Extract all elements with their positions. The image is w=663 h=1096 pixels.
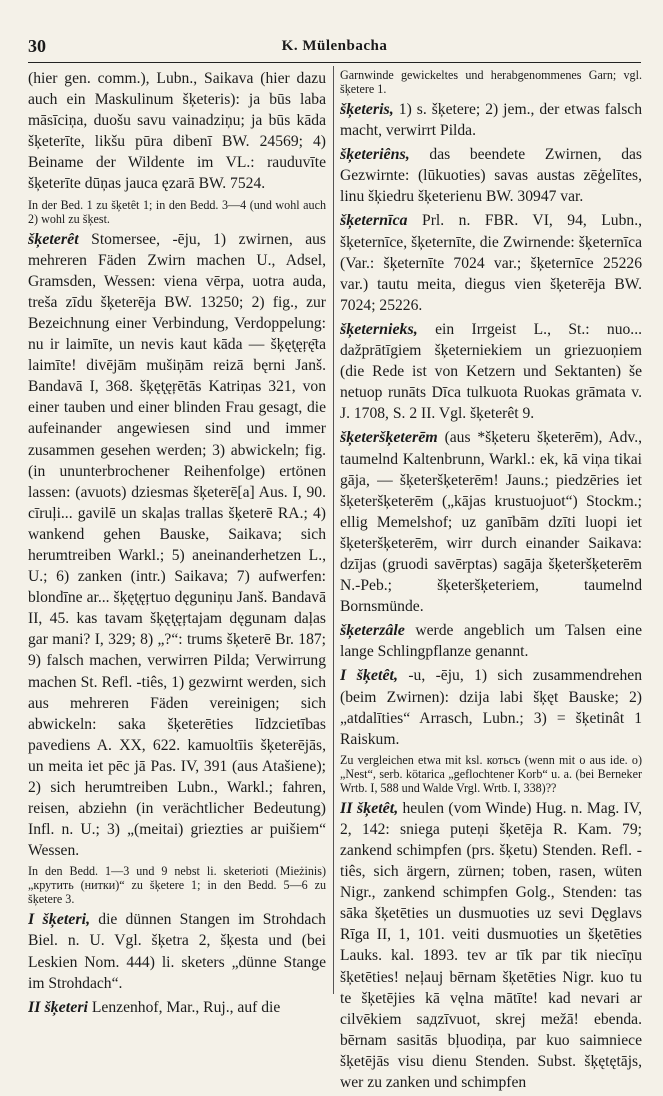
entry-text: -u, -ēju, 1) sich zusammendrehen (beim Zwirnen): dzija labi šķęt Bauske; 2) „atdalīties“ Arrasch, Lubn.; 3) = šķetinât 1 Raiskum. — [340, 667, 642, 748]
left-column — [28, 68, 326, 1021]
entry-text: 1) s. šķetere; 2) jem., der etwas falsch macht, verwirrt Pilda. — [340, 101, 642, 140]
column-divider — [333, 66, 334, 994]
entry-text: (aus *šķeteru šķeterēm), Adv., taumelnd Kaltenbrunn, Warkl.: ek, kā viņa tikai gāja, — šķeteršķeterēm! Jauns.; piedzēries iet šķeteršķeterēm („kājas krustuojuot“) Stockm.; ellig Memelshof; uz ganībām dzīti luopi iet šķeteršķeterēm, wirr durch einander Saikava: dzījas (gruodi savērptas) sagāja šķeteršķeterēm N.-Peb.; šķeteršķeteriem, taumelnd Bornsmünde. — [340, 429, 642, 616]
right-column — [340, 68, 642, 1096]
entry-headword: šķeteriêns, — [340, 146, 410, 164]
dictionary-entry — [340, 144, 642, 207]
entry-headword: šķeterzâle — [340, 622, 405, 640]
dictionary-entry — [340, 319, 642, 424]
entry-text: heulen (vom Winde) Hug. n. Mag. IV, 2, 142: sniega puteņi šķetēja R. Kam. 79; zankend schimpfen (prs. šķetu) Stenden. Refl. -tiês, sich ärgern, zürnen; toben, rasen, wüten Nigr., zankend schimpfen Golg., Stenden: tas sāka šķetēties un dusmuoties uz sevi Dęglavs Rīga II, 1, 101. veiti dusmuoties un šķetēties Lauks. kal. 1893. tev ar tīk par tik niecīņu šķetēties! neļauj bērnam šķetēties Nigr. kuo tu te šķetējies kā vęlna mātīte! kad nevari ar cilvēkiem saдzīvuot, skrej mežā! ebenda. bērnam sasitās bļuodiņa, par kuo saimniece šķetējās visu dienu Stenden. Subst. šķętętājs, wer zu zanken und schimpfen — [340, 799, 642, 1092]
entry-headword: I šķetêt, — [340, 667, 398, 685]
page-header — [28, 36, 641, 58]
entry-text: Garnwinde gewickeltes und herabgenommenes Garn; vgl. šķetere 1. — [340, 68, 642, 96]
dictionary-entry — [28, 229, 326, 862]
dictionary-note — [340, 753, 642, 795]
entry-text: In der Bed. 1 zu šķetêt 1; in den Bedd. 3—4 (und wohl auch 2) wohl zu šķest. — [28, 197, 326, 226]
dictionary-entry — [340, 665, 642, 749]
entry-text: die dünnen Stangen im Strohdach Biel. n. U. Vgl. šķetra 2, šķesta und (bei Leskien Nom. 444) li. sketers „dünne Stange im Strohdach“. — [28, 911, 326, 992]
running-head: K. Mülenbacha — [281, 38, 388, 54]
entry-text: Prl. n. FBR. VI, 94, Lubn., šķeternīce, šķeternīte, die Zwirnende: šķeternīca (Var.: šķeternīte 7024 var.; šķeternīce 25226 var.) tautu meita, diegus vien šķeterēja BW. 7024; 25226. — [340, 212, 642, 314]
dictionary-entry — [340, 798, 642, 1093]
entry-headword: I šķeteri, — [28, 911, 91, 929]
entry-headword: II šķeteri — [28, 998, 88, 1016]
entry-headword: šķeterêt — [28, 230, 79, 248]
entry-headword: šķeteris, — [340, 101, 394, 118]
entry-text: (hier gen. comm.), Lubn., Saikava (hier dazu auch ein Maskulinum šķeteris): ja būs laba māsīciņa, duošu savu vainadziņu; ja būs kāda šķeterīte, likšu pūra dibenī BW. 24569; 4) Beiname der Wildente im VL.: rauduvīte šķeterīte dūņas jauca ęzarā BW. 7524. — [28, 70, 326, 193]
dictionary-entry — [28, 909, 326, 993]
entry-text: In den Bedd. 1—3 und 9 nebst li. sketerioti (Mieżinis) „крутить (нитки)“ zu šķetere 1; in den Bedd. 5—6 zu šķetere 3. — [28, 864, 326, 907]
entry-text: werde angeblich um Talsen eine lange Schlingpflanze genannt. — [340, 622, 642, 661]
entry-text: Stomersee, -ēju, 1) zwirnen, aus mehreren Fäden Zwirn machen U., Adsel, Gramsden, Wessen: viena vērpa, uotra auda, treša zīdu šķeterēja BW. 13250; 2) fig., zur Bezeichnung einer Verbindung, Verdoppelung: nu ir laimīte, un nevis kaut kāda — šķęt̨ęŗę̄ta laimīte! divējām mušiņām reizā bęrni Janš. Bandavā I, 368. šķęt̨ęŗētās Katriņas 321, von einer tauben und einer blinden Frau gesagt, die aufeinander angewiesen sind und immer zusammen gesehen werden; 3) abwickeln; fig. (in ununterbrochener Reihenfolge) ertönen lassen: (avuots) dziesmas šķeterē[a] Aus. I, 90. cīruļi... gavilē un skaļas trallas šķeterē RA.; 4) wankend gehen Bauske, Saikava; sich herumtreiben Warkl.; 5) aneinanderhetzen L., U.; 6) zanken (intr.) Saikava; 7) aufwerfen: blondīne ar... šķęt̨ęŗtuo dęguniņu Janš. Bandavā II, 45. kas tavam šķęt̨ęŗtajam dęgunam daļas gar mani? I, 329; 8) „?“: trums šķeterē Br. 187; 9) falsch machen, verwirren Pilda; Verwirrung machen St. Refl. -tiês, 1) gezwirnt werden, sich aus mehreren Fäden vereinigen; sich abwickeln: saka šķeterēties līdzcietības pavediens A. XX, 622. kamuoltīis šķeterējās, un meita iet pēc jā Pas. IV, 391 (aus Atašiene); 2) sich herumtreiben Lubn., Warkl.; fahren, reisen, abziehn (in verächtlicher Bedeutung) Infl. n. U.; 3) „(meitai) griezties ar puišiem“ Wessen. — [28, 230, 326, 860]
entry-headword: šķeteršķeterēm — [340, 429, 438, 447]
entry-headword: šķeternieks, — [340, 320, 418, 338]
dictionary-entry — [340, 620, 642, 662]
dictionary-entry — [340, 427, 642, 617]
entry-text: das beendete Zwirnen, das Gezwirnte: (lūkuoties) savas austas zēģelītes, linu šķiedru šķeterienu BW. 30947 var. — [340, 146, 642, 206]
entry-text: Zu vergleichen etwa mit ksl. котьсъ (wenn mit o aus ide. o) „Nest“, serb. kötarica „geflochtener Korb“ u. a. (bei Berneker Wrtb. I, 588 und Walde Vrgl. Wrtb. I, 338)?? — [340, 752, 642, 795]
entry-text: ein Irrgeist L., St.: nuo... dažprātīgiem šķeterniekiem un griezuoņiem (die Rede ist von Ketzern und Sektanten) še netuop runāts Dīca tulkuota Ruokas grāmata v. J. 1708, S. 2 II. Vgl. šķeterêt 9. — [340, 320, 642, 423]
dictionary-note — [28, 198, 326, 226]
dictionary-entry — [28, 68, 326, 195]
dictionary-note — [28, 864, 326, 906]
entry-headword: II šķetêt, — [340, 799, 399, 817]
dictionary-entry — [340, 210, 642, 315]
page-number: 30 — [28, 36, 46, 56]
entry-text: Lenzenhof, Mar., Ruj., auf die — [88, 998, 281, 1016]
header-rule — [28, 62, 641, 63]
dictionary-entry — [340, 99, 642, 141]
entry-headword: šķeternīca — [340, 212, 408, 230]
dictionary-entry — [28, 997, 326, 1018]
dictionary-note — [340, 68, 642, 96]
